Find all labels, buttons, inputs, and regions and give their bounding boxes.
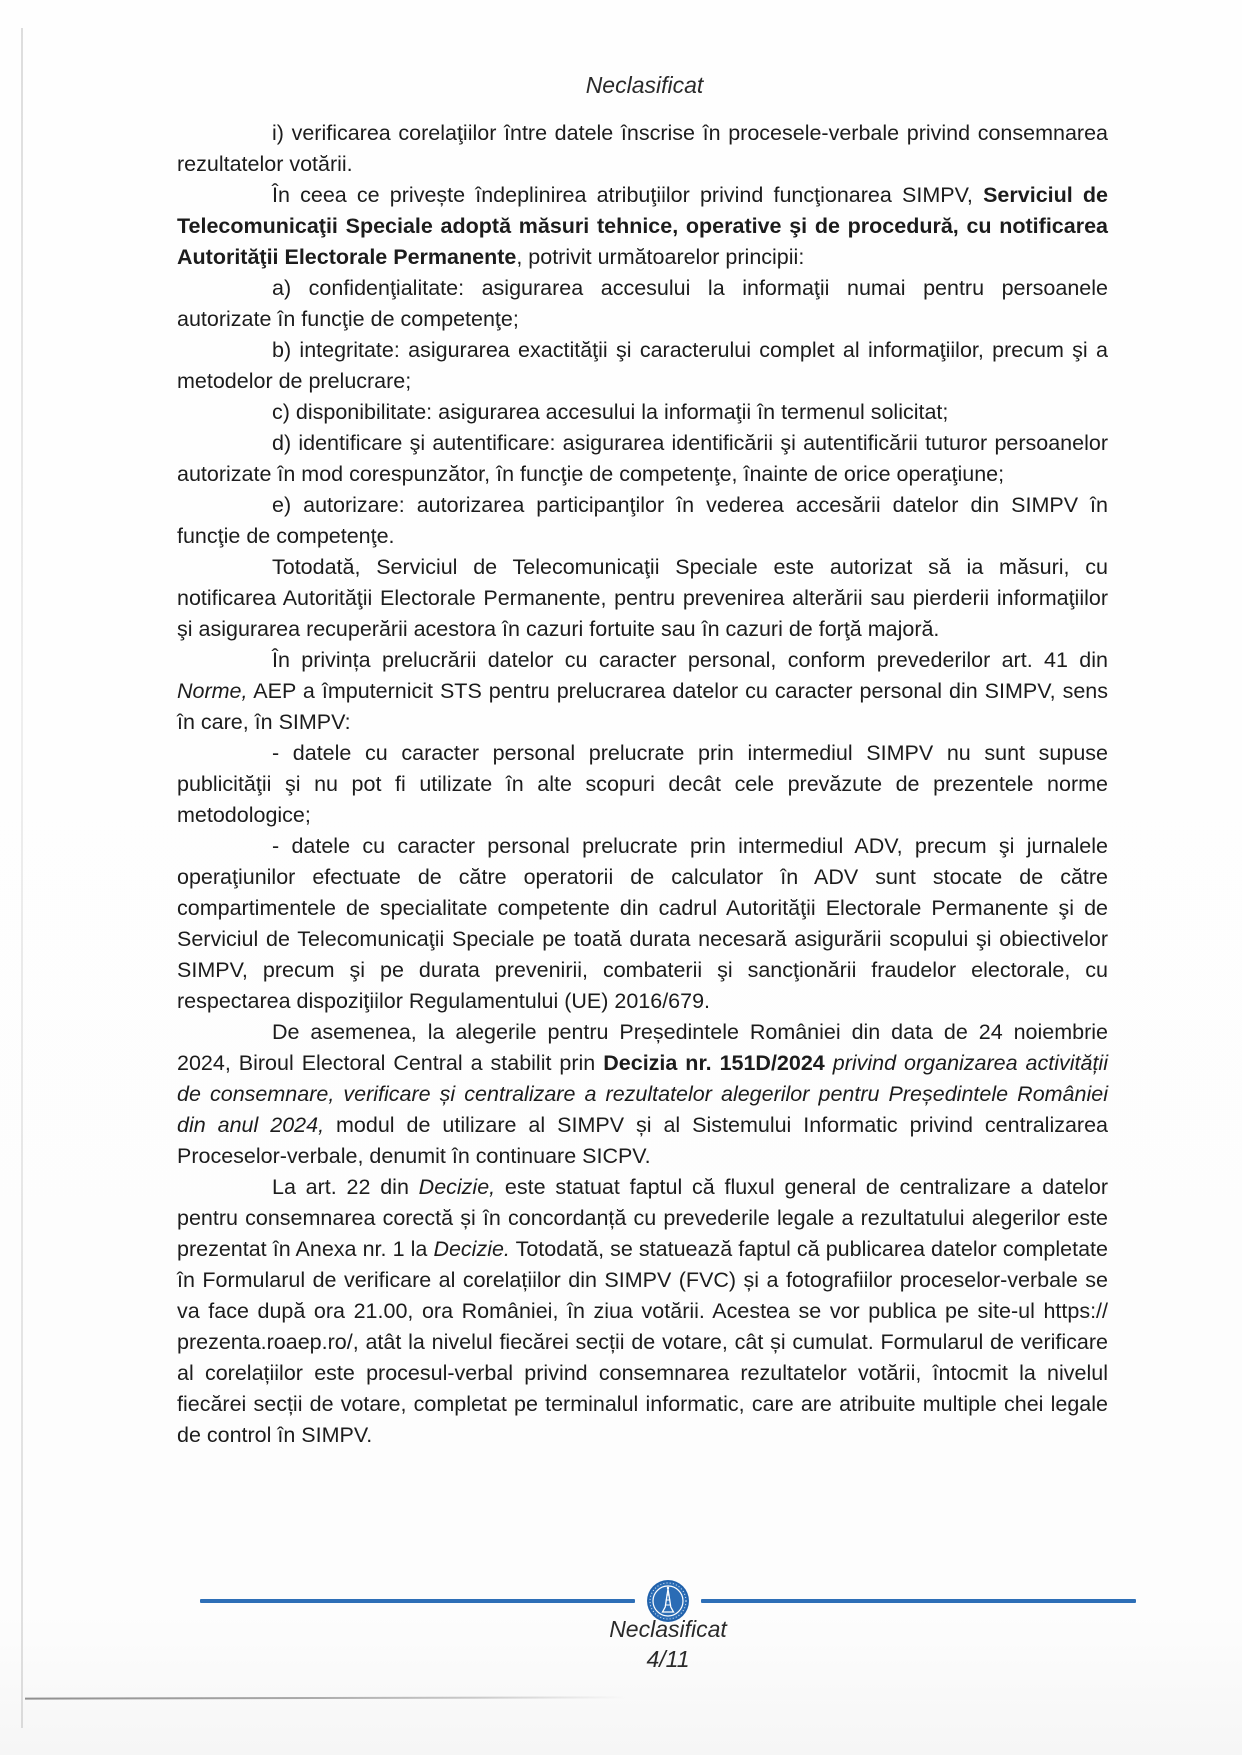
text-run: Serviciul de Telecomunicaţii Speciale adoptă măsuri tehnice, operative şi de procedură, cu notificarea Autorităţii Electorale Permanente [177, 183, 1108, 269]
paragraph [177, 645, 1108, 738]
scan-edge-artifact [21, 28, 23, 1728]
text-run [825, 1051, 833, 1075]
paragraph [177, 273, 1108, 335]
text-run: Decizia nr. 151D/2024 [603, 1051, 825, 1075]
paragraph [177, 118, 1108, 180]
document-body [177, 118, 1108, 1451]
paragraph [177, 180, 1108, 273]
text-run: este statuat faptul că fluxul general de centralizare a datelor pentru consemnarea corectă și în concordanță cu prevederile legale a rezultatului alegerilor este prezentat în Anexa nr. 1 la [177, 1175, 1108, 1261]
text-run: În ceea ce privește îndeplinirea atribuţiilor privind funcţionarea SIMPV, [272, 183, 984, 207]
text-run: modul de utilizare al SIMPV și al Sistemului Informatic privind centralizarea Proceselor-verbale, denumit în continuare SICPV. [177, 1113, 1109, 1168]
text-run: - datele cu caracter personal prelucrate prin intermediul ADV, precum şi jurnalele operaţiunilor efectuate de către operatorii de calculator în ADV sunt stocate de către compartimentele de specialitate competente din cadrul Autorităţii Electorale Permanente şi de Serviciul de Telecomunicaţii Speciale pe toată durata necesară asigurării scopului şi obiectivelor SIMPV, precum şi pe durata prevenirii, combaterii şi sancţionării fraudelor electorale, cu respectarea dispoziţiilor Regulamentului (UE) 2016/679. [177, 834, 1108, 1013]
text-run: Decizie. [433, 1237, 510, 1261]
paragraph [177, 831, 1108, 1017]
text-run: privind organizarea activității de consemnare, verificare și centralizare a rezultatelor alegerilor pentru Președintele României din anul 2024, [177, 1051, 1108, 1137]
text-run: Decizie, [418, 1175, 496, 1199]
text-run: În privința prelucrării datelor cu caracter personal, conform prevederilor art. 41 din [272, 648, 1108, 672]
text-run: e) autorizare: autorizarea participanţilor în vederea accesării datelor din SIMPV în funcţie de competenţe. [177, 493, 1108, 548]
scan-line-artifact [25, 1696, 625, 1699]
text-run: De asemenea, la alegerile pentru Președintele României din data de 24 noiembrie 2024, Biroul Electoral Central a stabilit prin [177, 1020, 1108, 1075]
text-run: Totodată, Serviciul de Telecomunicaţii Speciale este autorizat să ia măsuri, cu notificarea Autorităţii Electorale Permanente, pentru prevenirea alterării sau pierderii informaţiilor şi asigurarea recuperării acestora în cazuri fortuite sau în cazuri de forţă majoră. [177, 555, 1108, 641]
text-run: , potrivit următoarelor principii: [516, 245, 805, 269]
paragraph [177, 552, 1108, 645]
divider-line-left [200, 1599, 635, 1603]
text-run: a) confidenţialitate: asigurarea accesului la informaţii numai pentru persoanele autorizate în funcţie de competenţe; [177, 276, 1108, 331]
text-run: Totodată, se statuează faptul că publicarea datelor completate în Formularul de verificare al corelațiilor din SIMPV (FVC) și a fotografiilor proceselor-verbale se va face după ora 21.00, ora României, în ziua votării. Acestea se vor publica pe site-ul https:// prezenta.roaep.ro/, atât la nivelul fiecărei secții de votare, cât și cumulat. Formularul de verificare al corelațiilor este procesul-verbal privind consemnarea rezultatelor votării, întocmit la nivelul fiecărei secții de votare, completat pe terminalul informatic, care are atribuite multiple chei legale de control în SIMPV. [177, 1237, 1108, 1447]
divider-line-right [701, 1599, 1136, 1603]
page-number: 4/11 [646, 1646, 690, 1672]
text-run: - datele cu caracter personal prelucrate prin intermediul SIMPV nu sunt supuse publicităţii şi nu pot fi utilizate în alte scopuri decât cele prevăzute de prezentele norme metodologice; [177, 741, 1108, 827]
text-run: d) identificare şi autentificare: asigurarea identificării şi autentificării tuturor persoanelor autorizate în mod corespunzător, în funcţie de competenţe, înainte de orice operaţiune; [177, 431, 1108, 486]
text-run: i) verificarea corelaţiilor între datele înscrise în procesele-verbale privind consemnarea rezultatelor votării. [177, 121, 1108, 176]
text-run: Norme, [177, 679, 248, 703]
paragraph [177, 738, 1108, 831]
text-run: AEP a împuternicit STS pentru prelucrarea datelor cu caracter personal din SIMPV, sens în care, în SIMPV: [177, 679, 1108, 734]
paragraph [177, 1017, 1108, 1172]
paragraph [177, 1172, 1108, 1451]
paragraph [177, 490, 1108, 552]
text-run: La art. 22 din [272, 1175, 419, 1199]
classification-footer: Neclasificat [609, 1616, 727, 1642]
text-run: b) integritate: asigurarea exactităţii şi caracterului complet al informaţiilor, precum şi a metodelor de prelucrare; [177, 338, 1108, 393]
text-run: c) disponibilitate: asigurarea accesului la informaţii în termenul solicitat; [272, 400, 949, 424]
classification-header: Neclasificat [585, 72, 704, 98]
paragraph [177, 428, 1108, 490]
paragraph [177, 397, 1108, 428]
paragraph [177, 335, 1108, 397]
